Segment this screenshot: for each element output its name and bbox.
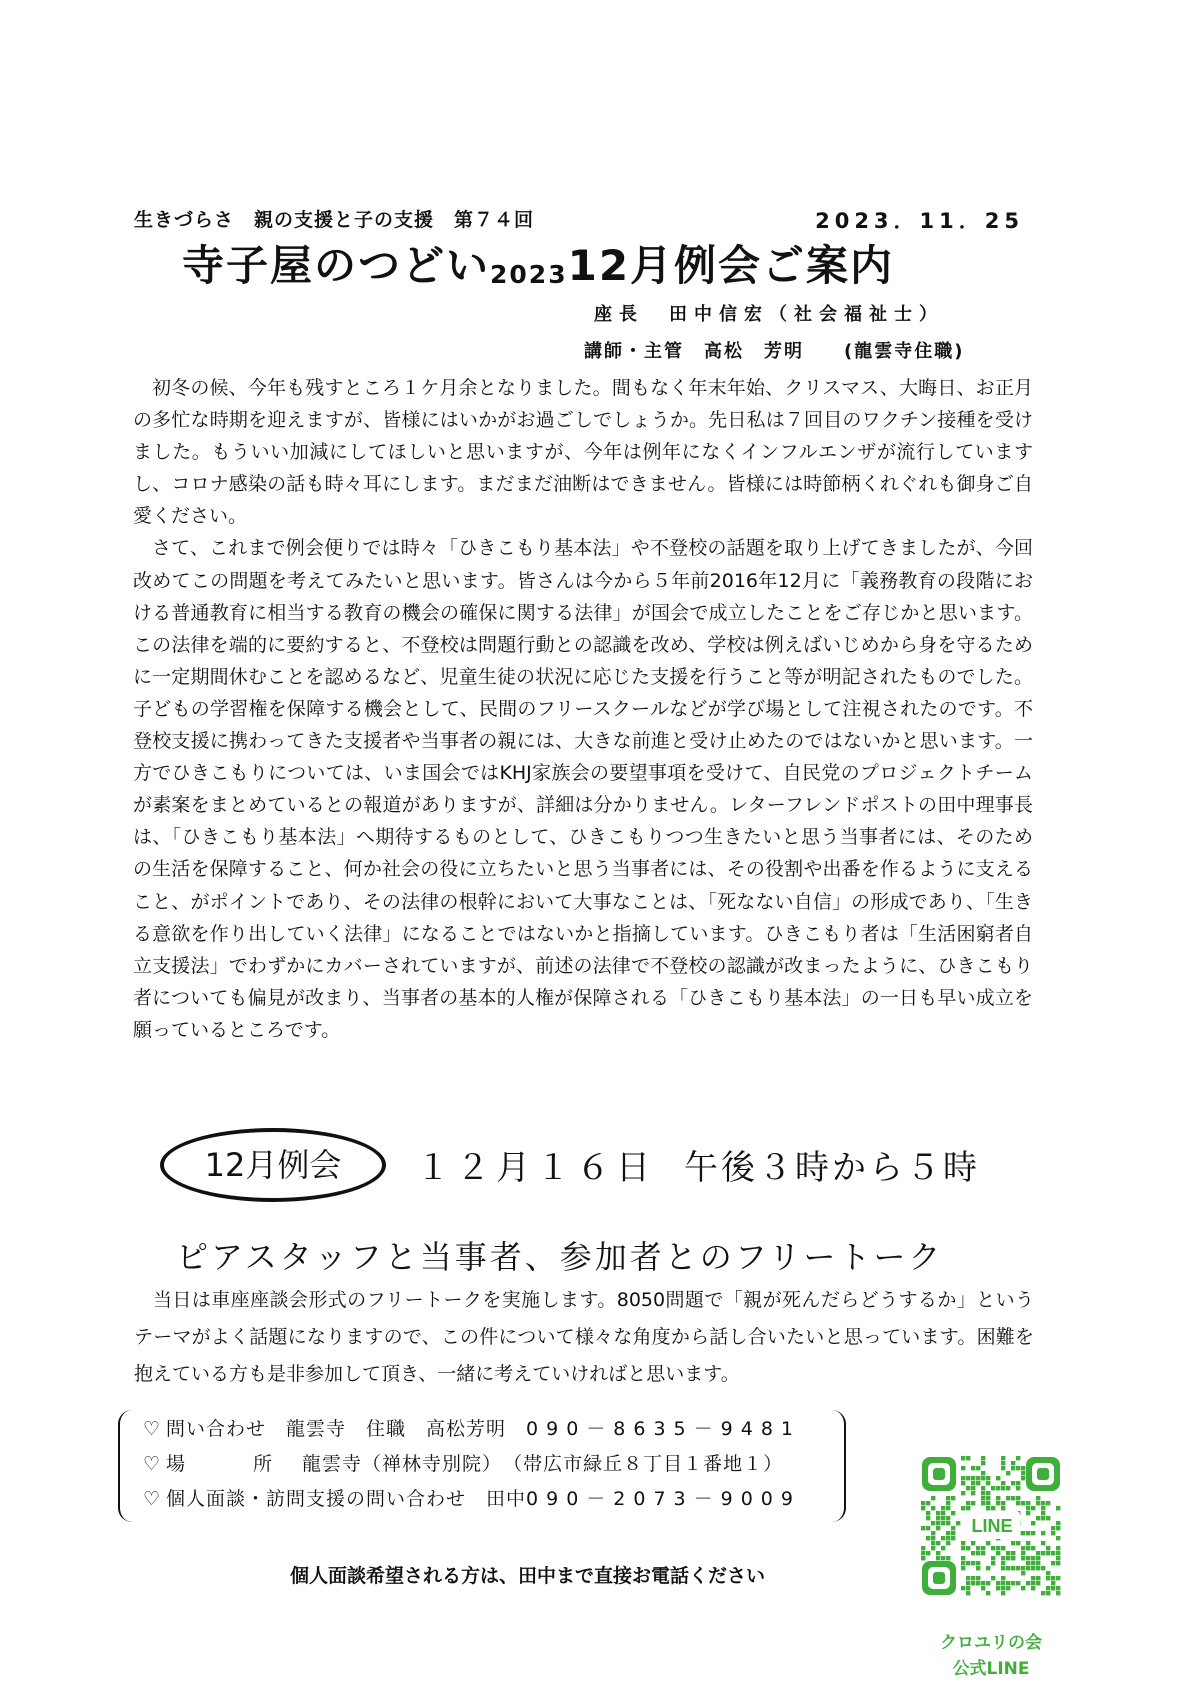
heart-icon: ♡	[142, 1418, 162, 1440]
meeting-time: 午後３時から５時	[684, 1148, 980, 1188]
meeting-topic: ピアスタッフと当事者、参加者とのフリートーク	[176, 1238, 944, 1276]
qr-caption-line1: クロユリの会	[940, 1633, 1042, 1653]
body-text	[133, 372, 1033, 1046]
inquiry-label: 問い合わせ 龍雲寺 住職 高松芳明	[166, 1418, 507, 1440]
heart-icon: ♡	[142, 1453, 162, 1475]
interview-label: 個人面談・訪問支援の問い合わせ 田中	[166, 1488, 527, 1510]
paragraph-greeting: 初冬の候、今年も残すところ１ケ月余となりました。間もなく年末年始、クリスマス、大晦日、お正月の多忙な時期を迎えますが、皆様にはいかがお過ごしでしょうか。先日私は７回目のワクチン接種を受けました。もういい加減にしてほしいと思いますが、今年は例年になくインフルエンザが流行していますし、コロナ感染の話も時々耳にします。まだまだ油断はできません。皆様には時節柄くれぐれも御身ご自愛ください。	[133, 377, 1033, 528]
qr-caption-line2: 公式LINE	[952, 1659, 1030, 1679]
interview-phone: 090－2073－9009	[526, 1488, 801, 1510]
meeting-label: 12月例会	[204, 1146, 342, 1184]
footer-note: 個人面談希望される方は、田中まで直接お電話ください	[290, 1565, 766, 1587]
series-heading: 生きづらさ 親の支援と子の支援 第７４回	[134, 209, 535, 231]
line-qr-code[interactable]	[920, 1455, 1062, 1597]
title-rest: 12月例会ご案内	[567, 241, 895, 290]
place-label: 場 所	[166, 1453, 283, 1475]
page-title	[182, 240, 894, 301]
contact-inquiry	[140, 1412, 801, 1446]
contact-place	[140, 1447, 783, 1481]
title-year: 2023	[490, 260, 568, 289]
inquiry-phone: 090－8635－9481	[526, 1418, 802, 1440]
title-main: 寺子屋のつどい	[182, 241, 491, 290]
heart-icon: ♡	[142, 1488, 162, 1510]
paragraph-main: さて、これまで例会便りでは時々「ひきこもり基本法」や不登校の話題を取り上げてきましたが、今回改めてこの問題を考えてみたいと思います。皆さんは今から５年前2016年12月に「義務教育の段階における普通教育に相当する教育の機会の確保に関する法律」が国会で成立したことをご存じかと思います。この法律を端的に要約すると、不登校は問題行動との認識を改め、学校は例えばいじめから身を守るために一定期間休むことを認めるなど、児童生徒の状況に応じた支援を行うこと等が明記されたものでした。子どもの学習権を保障する機会として、民間のフリースクールなどが学び場として注視されたのです。不登校支援に携わってきた支援者や当事者の親には、大きな前進と受け止めたのではないかと思います。一方でひきこもりについては、いま国会ではKHJ家族会の要望事項を受けて、自民党のプロジェクトチームが素案をまとめているとの報道がありますが、詳細は分かりません。レターフレンドポストの田中理事長は、「ひきこもり基本法」へ期待するものとして、ひきこもりつつ生きたいと思う当事者には、そのための生活を保障すること、何か社会の役に立ちたいと思う当事者には、その役割や出番を作るように支えること、がポイントであり、その法律の根幹において大事なことは、「死なない自信」の形成であり、「生きる意欲を作り出していく法律」になることではないかと指摘しています。ひきこもり者は「生活困窮者自立支援法」でわずかにカバーされていますが、前述の法律で不登校の認識が改まったように、ひきこもり者についても偏見が改まり、当事者の基本的人権が保障される「ひきこもり基本法」の一日も早い成立を願っているところです。	[133, 537, 1033, 1041]
place-name: 龍雲寺（禅林寺別院）	[302, 1453, 493, 1475]
qr-caption	[920, 1630, 1062, 1682]
place-address: （帯広市緑丘８丁目１番地１）	[512, 1453, 784, 1475]
qr-line-badge: LINE	[971, 1516, 1013, 1536]
chairperson: 座長 田中信宏（社会福祉士）	[594, 304, 944, 325]
description-text: 当日は車座座談会形式のフリートークを実施します。8050問題で「親が死んだらどうするか」というテーマがよく話題になりますので、この件について様々な角度から話し合いたいと思っています。困難を抱えている方も是非参加して頂き、一緒に考えていければと思います。	[134, 1289, 1034, 1385]
meeting-description	[134, 1282, 1034, 1393]
lecturer: 講師・主管 高松 芳明 (龍雲寺住職)	[584, 341, 965, 362]
meeting-date: １２月１６日	[416, 1148, 656, 1188]
contact-interview	[140, 1482, 801, 1516]
issue-date: 2023．11．25	[815, 209, 1024, 233]
